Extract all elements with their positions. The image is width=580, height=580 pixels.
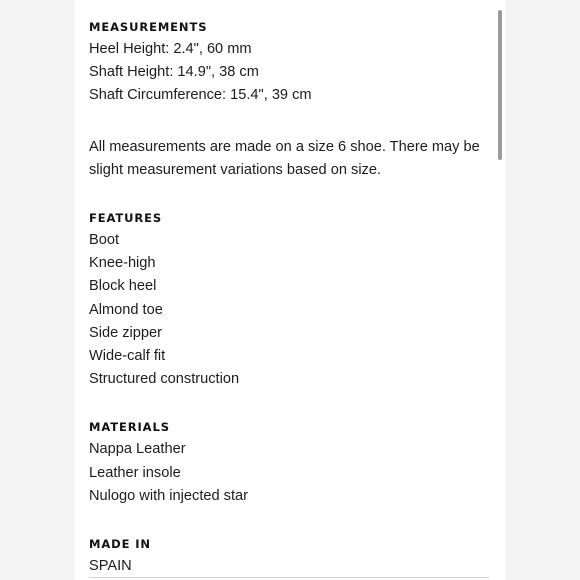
features-heading: FEATURES [89, 211, 163, 226]
product-details-panel[interactable] [75, 0, 505, 580]
material-item-nulogo: Nulogo with injected star [89, 487, 248, 504]
feature-item-boot: Boot [89, 232, 120, 249]
feature-item-side-zipper: Side zipper [89, 324, 163, 341]
made-in-section [89, 536, 489, 578]
materials-section [89, 419, 489, 508]
feature-item-block-heel: Block heel [89, 278, 157, 295]
vertical-scrollbar-thumb[interactable] [498, 10, 502, 160]
made-in-heading: MADE IN [89, 537, 151, 552]
material-item-leather-insole: Leather insole [89, 464, 181, 481]
bottom-divider [89, 577, 489, 578]
feature-item-wide-calf-fit: Wide-calf fit [89, 348, 166, 365]
feature-item-structured-construction: Structured construction [89, 371, 240, 388]
heel-height-line: Heel Height: 2.4", 60 mm [89, 41, 252, 57]
feature-item-almond-toe: Almond toe [89, 301, 163, 318]
materials-heading: MATERIALS [89, 420, 170, 435]
measurement-note-section [89, 136, 489, 182]
shaft-height-line: Shaft Height: 14.9", 38 cm [89, 64, 259, 81]
measurement-note: All measurements are made on a size 6 shoe. There may be slight measurement variations based on size. [89, 138, 480, 178]
material-item-nappa-leather: Nappa Leather [89, 441, 186, 458]
feature-item-knee-high: Knee-high [89, 255, 156, 272]
product-details-content [89, 19, 489, 578]
shaft-circumference-line: Shaft Circumference: 15.4", 39 cm [89, 87, 312, 104]
measurements-section [89, 19, 489, 108]
measurements-heading: MEASUREMENTS [89, 20, 208, 34]
features-section [89, 210, 489, 391]
made-in-country: SPAIN [89, 558, 132, 575]
